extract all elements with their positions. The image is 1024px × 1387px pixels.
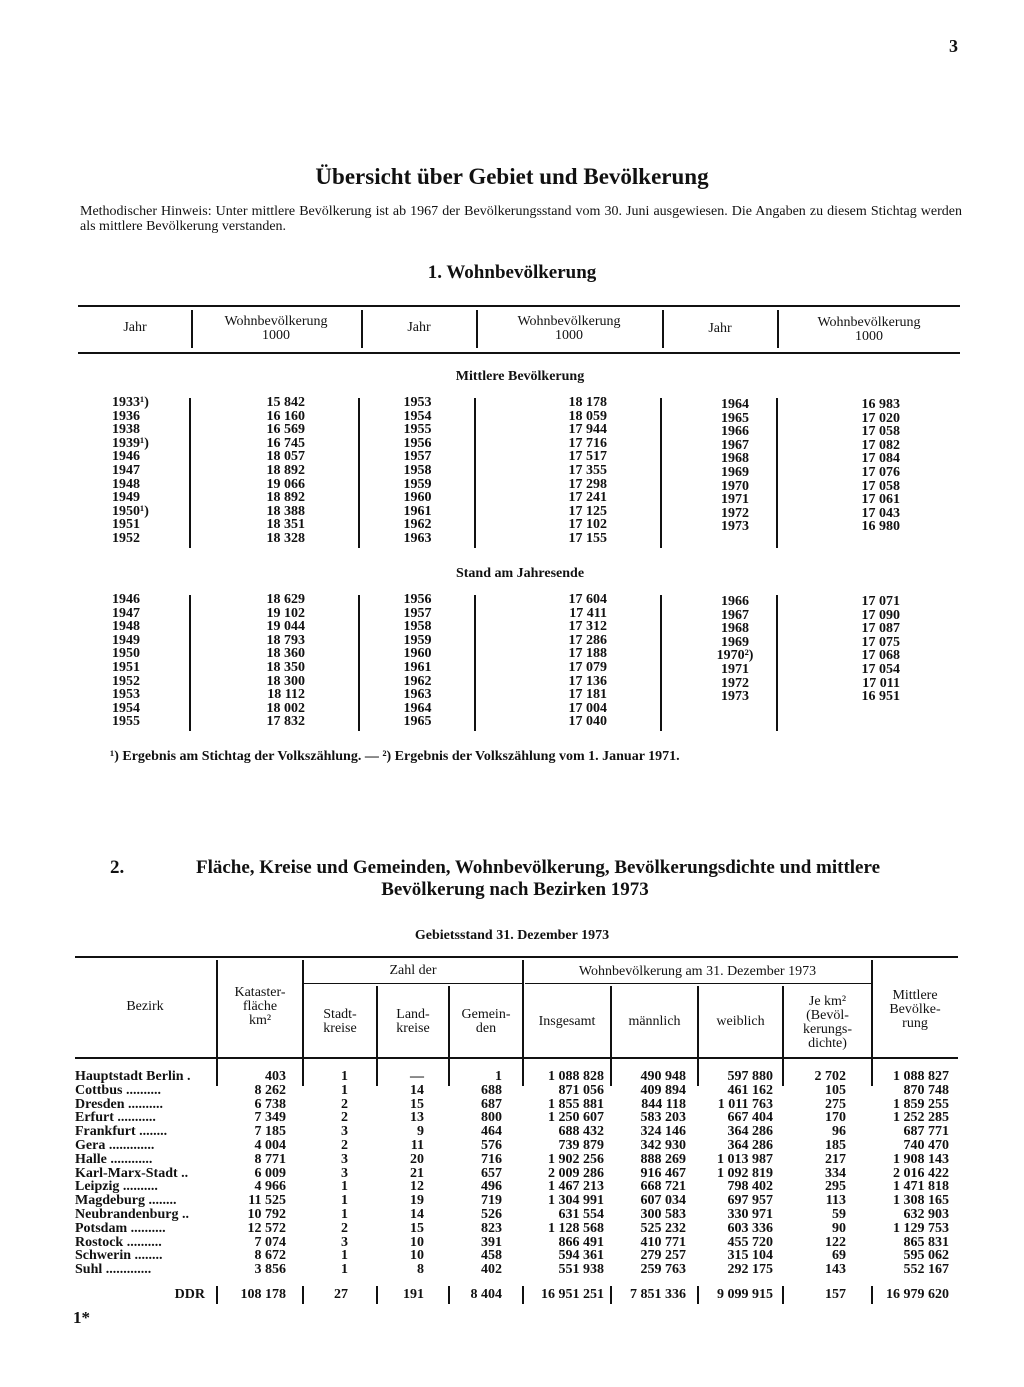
t2-h-bezirk: Bezirk <box>126 999 164 1014</box>
t1-col-wb-1-b: 1000 <box>262 328 290 343</box>
methodical-note: Methodischer Hinweis: Unter mittlere Bevölkerung ist ab 1967 der Bevölkerungsstand vom 30. Juni ausgewiesen. Die Angaben zu diesem Stichtag werden als mittlere Bevölkerung verstanden. <box>80 204 962 234</box>
t1-col-wb-1 <box>193 315 359 343</box>
t1-s1-sep-5 <box>776 398 778 548</box>
t1-s2-years-1: 1946 1947 1948 1949 1950 1951 1952 1953 1954 1955 <box>112 592 140 730</box>
t1-section-jahresende: Stand am Jahresende <box>455 566 585 581</box>
t2-h-gemeinden: Gemein- den <box>461 1007 511 1036</box>
t1-s1-sep-1 <box>189 398 191 548</box>
t2-ddr-mittlere: 16 979 620 <box>886 1287 949 1302</box>
t2-h-land: Land- kreise <box>396 1007 430 1036</box>
t2-h-dichte: Je km² (Bevöl- kerungs- dichte) <box>803 994 852 1051</box>
t1-s2-values-3: 17 071 17 090 17 087 17 075 17 068 17 054 17 011 16 951 <box>861 594 900 705</box>
t2-h-maennlich: männlich <box>628 1014 681 1029</box>
page-number: 3 <box>949 36 958 56</box>
t2-gemeinden: 1 688 687 800 464 576 716 657 496 719 526 823 391 458 402 <box>481 1069 502 1278</box>
t2-h-insgesamt: Insgesamt <box>538 1014 596 1029</box>
table2-gebietsstand: Gebietsstand 31. Dezember 1973 <box>414 928 610 943</box>
t1-s1-years-2: 1953 1954 1955 1956 1957 1958 1959 1960 1961 1962 1963 <box>403 395 432 546</box>
t1-s2-sep-2 <box>358 595 360 731</box>
t1-col-wb-2 <box>478 315 660 343</box>
t1-col-wb-3-a: Wohnbevölkerung <box>817 315 921 330</box>
t1-s2-years-3: 1966 1967 1968 1969 1970²) 1971 1972 1973 <box>716 594 754 705</box>
t1-col-wb-2-a: Wohnbevölkerung <box>517 314 621 329</box>
t2-zahl-rule <box>303 983 523 984</box>
page-title: Übersicht über Gebiet und Bevölkerung <box>315 164 709 189</box>
t1-col-wb-3 <box>779 316 959 344</box>
table1-header-rule <box>78 352 960 354</box>
t1-col-wb-3-b: 1000 <box>855 329 883 344</box>
t1-s1-values-1: 15 842 16 160 16 569 16 745 18 057 18 892 19 066 18 892 18 388 18 351 18 328 <box>266 395 305 546</box>
t1-s1-values-3: 16 983 17 020 17 058 17 082 17 084 17 076 17 058 17 061 17 043 16 980 <box>861 397 900 535</box>
t2-ddr-flaeche: 108 178 <box>240 1287 286 1302</box>
t2-maennlich: 490 948 409 894 844 118 583 203 324 146 342 930 888 269 916 467 668 721 607 034 300 583 525 232 410 771 279 257 259 763 <box>640 1069 686 1278</box>
t2-flaeche: 403 8 262 6 738 7 349 7 185 4 004 8 771 6 009 4 966 11 525 10 792 12 572 7 074 8 672 3 856 <box>247 1069 286 1278</box>
t1-s1-sep-4 <box>660 398 662 548</box>
table2-heading <box>100 857 930 901</box>
t2-mittlere: 1 088 827 870 748 1 859 255 1 252 285 687 771 740 470 1 908 143 2 016 422 1 471 818 1 308 165 632 903 1 129 753 865 831 595 062 552 167 <box>893 1069 949 1278</box>
t1-s2-sep-3 <box>474 595 476 731</box>
page-mark: 1* <box>73 1308 90 1327</box>
t1-s2-sep-4 <box>660 595 662 731</box>
t1-col-jahr-3: Jahr <box>708 321 732 336</box>
t2-h-zahl: Zahl der <box>389 963 437 978</box>
table2-number: 2. <box>110 857 125 878</box>
t1-s1-sep-3 <box>474 398 476 548</box>
t2-weiblich: 597 880 461 162 1 011 763 667 404 364 286 364 286 1 013 987 1 092 819 798 402 697 957 330 971 603 336 455 720 315 104 292 175 <box>717 1069 773 1278</box>
t2-ddr-dichte: 157 <box>825 1287 846 1302</box>
t2-ddr-label: DDR <box>174 1287 205 1302</box>
t2-landkreise: — 14 15 13 9 11 20 21 12 19 14 15 10 10 8 <box>410 1069 424 1278</box>
t1-col-jahr-1: Jahr <box>123 320 147 335</box>
t2-bezirke: Hauptstadt Berlin . Cottbus .......... Dresden .......... Erfurt ........... Frankfurt ........ Gera ............. Halle ............ Karl-Marx-Stadt .. Leipzig .......... Magdeburg ........ Neubrandenburg .. Potsdam .......... Rostock .......... Schwerin ........ Suhl ............. <box>75 1069 191 1278</box>
table2-header-rule <box>75 1057 958 1059</box>
t2-ddr-weiblich: 9 099 915 <box>717 1287 773 1302</box>
table1-heading: 1. Wohnbevölkerung <box>427 262 597 283</box>
t2-ddr-stadt: 27 <box>334 1287 348 1302</box>
t1-col-wb-2-b: 1000 <box>555 328 583 343</box>
t1-s2-values-2: 17 604 17 411 17 312 17 286 17 188 17 079 17 136 17 181 17 004 17 040 <box>568 592 607 730</box>
t2-h-stadt: Stadt- kreise <box>323 1007 357 1036</box>
t2-insgesamt: 1 088 828 871 056 1 855 881 1 250 607 688 432 739 879 1 902 256 2 009 286 1 467 213 1 304 991 631 554 1 128 568 866 491 594 361 551 938 <box>548 1069 604 1278</box>
t1-s1-years-1: 1933¹) 1936 1938 1939¹) 1946 1947 1948 1949 1950¹) 1951 1952 <box>112 395 149 546</box>
t1-col-wb-1-a: Wohnbevölkerung <box>224 314 328 329</box>
t1-s1-sep-2 <box>358 398 360 548</box>
table1-footnote: ¹) Ergebnis am Stichtag der Volkszählung. — ²) Ergebnis der Volkszählung vom 1. Januar 1971. <box>110 749 680 764</box>
t1-col-jahr-2: Jahr <box>407 320 431 335</box>
t1-s2-sep-5 <box>776 595 778 731</box>
t2-ddr-insgesamt: 16 951 251 <box>541 1287 604 1302</box>
t2-h-kataster: Kataster- fläche km² <box>234 985 286 1028</box>
t2-wohn-rule <box>525 983 872 984</box>
table2-heading-line2: Bevölkerung nach Bezirken 1973 <box>381 879 649 900</box>
t2-h-weiblich: weiblich <box>716 1014 765 1029</box>
t2-ddr-gemeinden: 8 404 <box>470 1287 502 1302</box>
t2-ddr-land: 191 <box>403 1287 424 1302</box>
t2-ddr-maennlich: 7 851 336 <box>630 1287 686 1302</box>
t1-s2-years-2: 1956 1957 1958 1959 1960 1961 1962 1963 1964 1965 <box>403 592 432 730</box>
t1-s2-values-1: 18 629 19 102 19 044 18 793 18 360 18 350 18 300 18 112 18 002 17 832 <box>266 592 305 730</box>
table2-top-rule <box>75 956 958 958</box>
t1-s1-years-3: 1964 1965 1966 1967 1968 1969 1970 1971 1972 1973 <box>721 397 749 535</box>
t2-dichte: 2 702 105 275 170 96 185 217 334 295 113 59 90 122 69 143 <box>814 1069 846 1278</box>
t1-s1-values-2: 18 178 18 059 17 944 17 716 17 517 17 355 17 298 17 241 17 125 17 102 17 155 <box>568 395 607 546</box>
t2-h-wohn: Wohnbevölkerung am 31. Dezember 1973 <box>578 964 817 979</box>
t1-s2-sep-1 <box>189 595 191 731</box>
t2-stadtkreise: 1 1 2 2 3 2 3 3 1 1 1 2 3 1 1 <box>341 1069 348 1278</box>
t1-section-mittlere: Mittlere Bevölkerung <box>455 369 585 384</box>
table2-heading-line1: Fläche, Kreise und Gemeinden, Wohnbevölkerung, Bevölkerungsdichte und mittlere <box>195 857 881 878</box>
t2-h-mittlere: Mittlere Bevölke- rung <box>889 988 941 1031</box>
table1-top-rule <box>78 305 960 307</box>
